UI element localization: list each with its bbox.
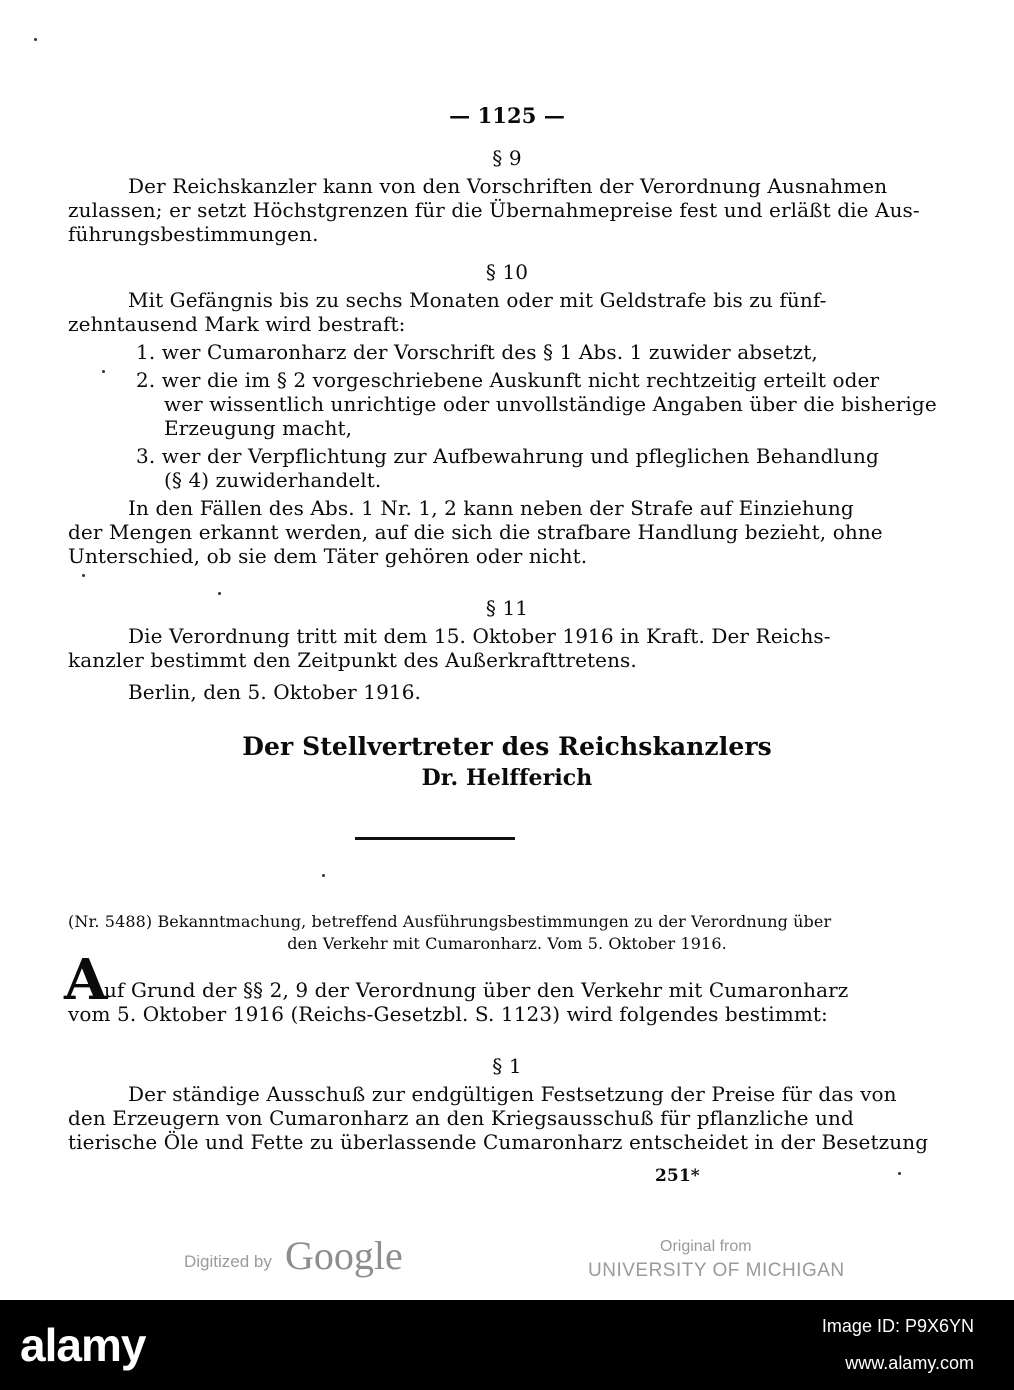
section-10-closing-3: Unterschied, ob sie dem Täter gehören oder nicht. <box>68 544 588 568</box>
preamble-line-2: vom 5. Oktober 1916 (Reichs-Gesetzbl. S. 1123) wird folgendes bestimmt: <box>68 1002 828 1026</box>
image-id: Image ID: P9X6YN <box>821 1316 974 1336</box>
section-10-item-3a: 3. wer der Verpflichtung zur Aufbewahrung und pfleglichen Behandlung <box>136 444 879 468</box>
section-11-heading: § 11 <box>485 596 529 620</box>
scan-speck <box>322 874 325 877</box>
section-11-line-2: kanzler bestimmt den Zeitpunkt des Außerkrafttretens. <box>68 648 637 672</box>
scan-speck <box>218 592 221 595</box>
signature-title: Der Stellvertreter des Reichskanzlers <box>242 732 772 761</box>
drop-cap: A <box>64 947 108 1013</box>
section-10-item-1: 1. wer Cumaronharz der Vorschrift des § 1 Abs. 1 zuwider absetzt, <box>136 340 818 364</box>
section-10-item-3b: (§ 4) zuwiderhandelt. <box>164 468 382 492</box>
place-date: Berlin, den 5. Oktober 1916. <box>128 680 422 704</box>
alamy-logo: alamy <box>20 1319 146 1371</box>
institution-label: UNIVERSITY OF MICHIGAN <box>588 1260 845 1281</box>
page-number: — 1125 — <box>449 103 565 128</box>
section-10-heading: § 10 <box>485 260 529 284</box>
section-9-line-3: führungsbestimmungen. <box>68 222 319 246</box>
scan-speck <box>898 1172 901 1175</box>
digitized-by-label: Digitized by <box>184 1252 272 1271</box>
section-11-line-1: Die Verordnung tritt mit dem 15. Oktober 1916 in Kraft. Der Reichs- <box>128 624 831 648</box>
preamble-line-1: uf Grund der §§ 2, 9 der Verordnung über den Verkehr mit Cumaronharz <box>104 978 849 1002</box>
section-9-heading: § 9 <box>492 146 522 170</box>
separator-rule <box>355 837 515 840</box>
section-9-line-1: Der Reichskanzler kann von den Vorschriften der Verordnung Ausnahmen <box>128 174 888 198</box>
notice-line-2: den Verkehr mit Cumaronharz. Vom 5. Oktober 1916. <box>287 934 727 953</box>
stock-banner <box>0 1300 1014 1390</box>
section-1-line-3: tierische Öle und Fette zu überlassende Cumaronharz entscheidet in der Besetzung <box>68 1130 929 1154</box>
stock-url: www.alamy.com <box>845 1353 974 1373</box>
signature-name: Dr. Helfferich <box>421 765 593 791</box>
section-1-line-2: den Erzeugern von Cumaronharz an den Kriegsausschuß für pflanzliche und <box>68 1106 854 1130</box>
scan-speck <box>102 370 105 373</box>
scan-speck <box>82 574 85 577</box>
section-1-line-1: Der ständige Ausschuß zur endgültigen Festsetzung der Preise für das von <box>128 1082 897 1106</box>
section-10-intro-1: Mit Gefängnis bis zu sechs Monaten oder mit Geldstrafe bis zu fünf- <box>128 288 827 312</box>
section-10-item-2a: 2. wer die im § 2 vorgeschriebene Auskunft nicht rechtzeitig erteilt oder <box>136 368 880 392</box>
signature-mark: 251* <box>655 1166 700 1186</box>
section-10-closing-2: der Mengen erkannt werden, auf die sich die strafbare Handlung bezieht, ohne <box>68 520 883 544</box>
section-9-line-2: zulassen; er setzt Höchstgrenzen für die Übernahmepreise fest und erläßt die Aus- <box>68 198 920 222</box>
scan-speck <box>34 38 37 41</box>
notice-line-1: (Nr. 5488) Bekanntmachung, betreffend Ausführungsbestimmungen zu der Verordnung über <box>68 912 832 931</box>
section-10-item-2b: wer wissentlich unrichtige oder unvollständige Angaben über die bisherige <box>164 392 937 416</box>
section-10-item-2c: Erzeugung macht, <box>164 416 353 440</box>
section-10-closing-1: In den Fällen des Abs. 1 Nr. 1, 2 kann neben der Strafe auf Einziehung <box>128 496 854 520</box>
section-10-intro-2: zehntausend Mark wird bestraft: <box>68 312 406 336</box>
original-from-label: Original from <box>660 1238 752 1255</box>
section-1-heading: § 1 <box>492 1054 522 1078</box>
google-logo: Google <box>285 1233 403 1278</box>
